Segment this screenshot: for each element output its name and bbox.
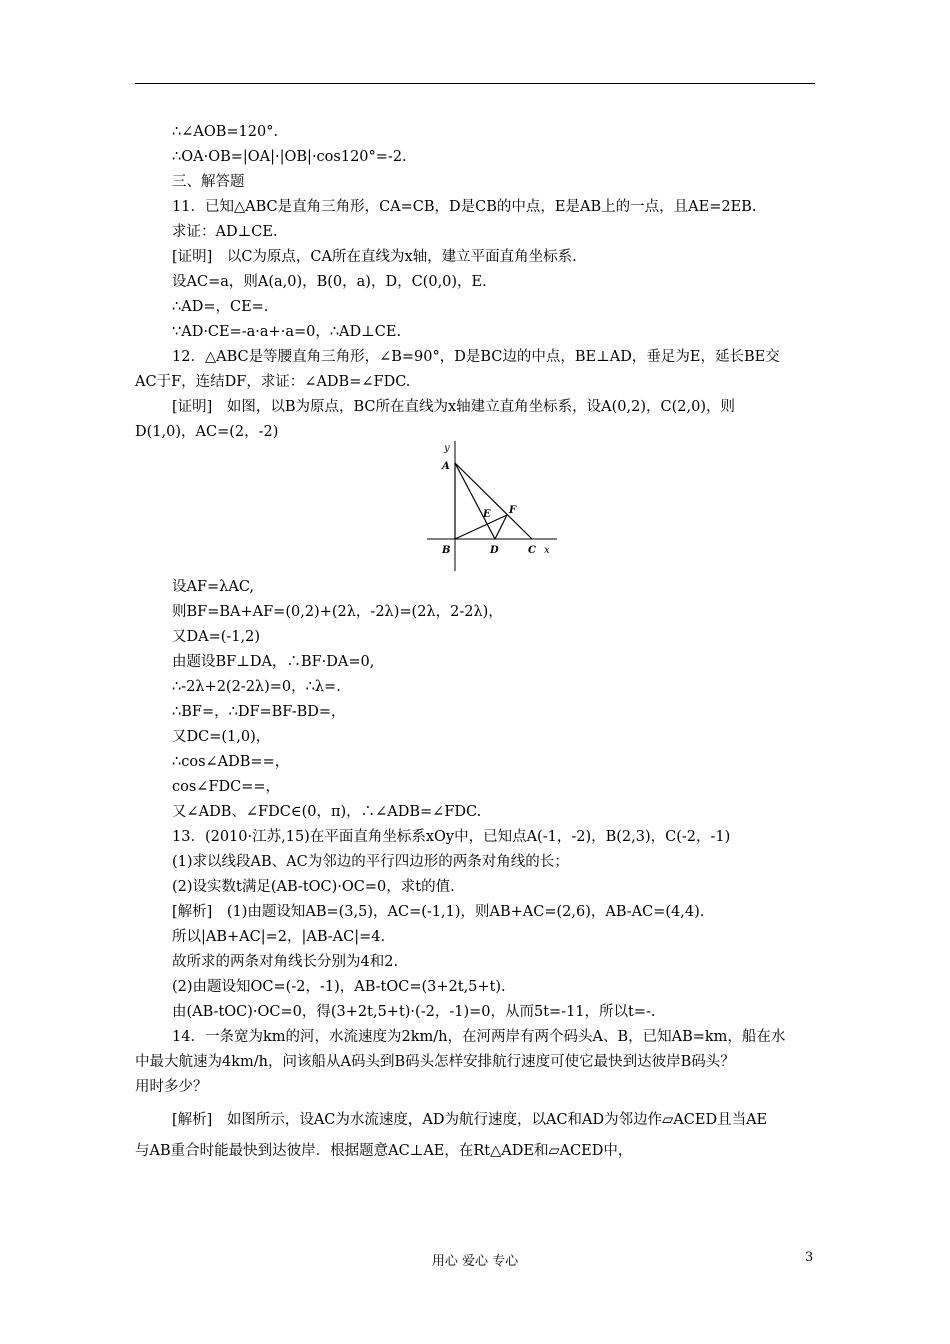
text-line: 中最大航速为4km/h，问该船从A码头到B码头怎样安排航行速度可使它最快到达彼岸B码头？ bbox=[135, 1054, 735, 1070]
text-line: ∴AD=，CE=. bbox=[172, 299, 269, 315]
text-line: 与AB重合时能最快到达彼岸．根据题意AC⊥AE，在Rt△ADE和▱ACED中， bbox=[135, 1143, 633, 1159]
label-x: x bbox=[544, 545, 550, 556]
text-line: (2)由题设知OC=(-2，-1)，AB-tOC=(3+2t,5+t). bbox=[172, 979, 506, 995]
label-e: E bbox=[483, 509, 491, 520]
text-line: 由(AB-tOC)·OC=0，得(3+2t,5+t)·(-2，-1)=0，从而5t=-11，所以t=-. bbox=[172, 1004, 656, 1020]
problem-14: 14．一条宽为km的河，水流速度为2km/h，在河两岸有两个码头A、B，已知AB=km，船在水 bbox=[172, 1029, 786, 1045]
text-line: cos∠FDC==， bbox=[172, 779, 281, 795]
solution-line: [解析] (1)由题设知AB=(3,5)，AC=(-1,1)，则AB+AC=(2,6)，AB-AC=(4,4). bbox=[172, 904, 705, 920]
proof-line: [证明] 以C为原点，CA所在直线为x轴，建立平面直角坐标系. bbox=[172, 249, 577, 265]
text-line: 设AF=λAC, bbox=[172, 579, 255, 595]
text-line: 故所求的两条对角线长分别为4和2. bbox=[172, 954, 399, 970]
text-line: ∴OA·OB=|OA|·|OB|·cos120°=-2. bbox=[172, 149, 407, 165]
text-line: 设AC=a，则A(a,0)，B(0，a)，D，C(0,0)，E. bbox=[172, 274, 487, 290]
solution-line: [解析] 如图所示，设AC为水流速度，AD为航行速度，以AC和AD为邻边作▱ACED且当AE bbox=[172, 1112, 768, 1128]
text-line: (2)设实数t满足(AB-tOC)·OC=0，求t的值. bbox=[172, 879, 455, 895]
text-line: 又DA=(-1,2) bbox=[172, 629, 261, 645]
proof-line: [证明] 如图，以B为原点，BC所在直线为x轴建立直角坐标系，设A(0,2)，C(2,0)，则 bbox=[172, 399, 735, 415]
label-a: A bbox=[442, 461, 450, 472]
footer-slogan: 用心 爱心 专心 bbox=[431, 1254, 519, 1269]
text-line: D(1,0)，AC=(2，-2) bbox=[135, 424, 279, 440]
label-c: C bbox=[528, 545, 536, 556]
text-line: (1)求以线段AB、AC为邻边的平行四边形的两条对角线的长； bbox=[172, 854, 569, 870]
text-line: 所以|AB+AC|=2，|AB-AC|=4. bbox=[172, 929, 386, 945]
text-line: 又DC=(1,0)， bbox=[172, 729, 271, 745]
label-d: D bbox=[490, 545, 499, 556]
text-line: ∴-2λ+2(2-2λ)=0，∴λ=. bbox=[172, 679, 341, 695]
segment-bf bbox=[455, 515, 507, 539]
text-line: 又∠ADB、∠FDC∈(0，π)，∴∠ADB=∠FDC. bbox=[172, 804, 482, 820]
section-heading: 三、解答题 bbox=[172, 174, 245, 190]
text-line: 求证：AD⊥CE. bbox=[172, 224, 278, 240]
page-body bbox=[135, 120, 818, 1164]
text-line: ∴BF=，∴DF=BF-BD=， bbox=[172, 704, 346, 720]
triangle-diagram bbox=[422, 441, 562, 571]
text-line: ∴cos∠ADB==， bbox=[172, 754, 290, 770]
text-line: ∵AD·CE=-a·a+·a=0，∴AD⊥CE. bbox=[172, 324, 402, 340]
geometry-figure bbox=[172, 445, 818, 575]
text-line: ∴∠AOB=120°. bbox=[172, 124, 279, 140]
header-rule bbox=[135, 83, 815, 84]
label-y: y bbox=[444, 443, 450, 454]
problem-11: 11．已知△ABC是直角三角形，CA=CB，D是CB的中点，E是AB上的一点，且AE=2EB. bbox=[172, 199, 757, 215]
text-line: 用时多少？ bbox=[135, 1079, 208, 1095]
text-line: 由题设BF⊥DA，∴BF·DA=0, bbox=[172, 654, 375, 670]
segment-ad bbox=[455, 463, 495, 539]
page-number: 3 bbox=[805, 1250, 814, 1265]
segment-df bbox=[495, 515, 507, 539]
problem-12: 12．△ABC是等腰直角三角形，∠B=90°，D是BC边的中点，BE⊥AD，垂足为E，延长BE交 bbox=[172, 349, 780, 365]
label-f: F bbox=[509, 505, 517, 516]
text-line: AC于F，连结DF，求证：∠ADB=∠FDC. bbox=[135, 374, 411, 390]
segment-ac bbox=[455, 463, 532, 539]
label-b: B bbox=[442, 545, 451, 556]
text-line: 则BF=BA+AF=(0,2)+(2λ，-2λ)=(2λ，2-2λ)， bbox=[172, 604, 503, 620]
problem-13: 13．(2010·江苏,15)在平面直角坐标系xOy中，已知点A(-1，-2)，B(2,3)，C(-2，-1) bbox=[172, 829, 731, 845]
